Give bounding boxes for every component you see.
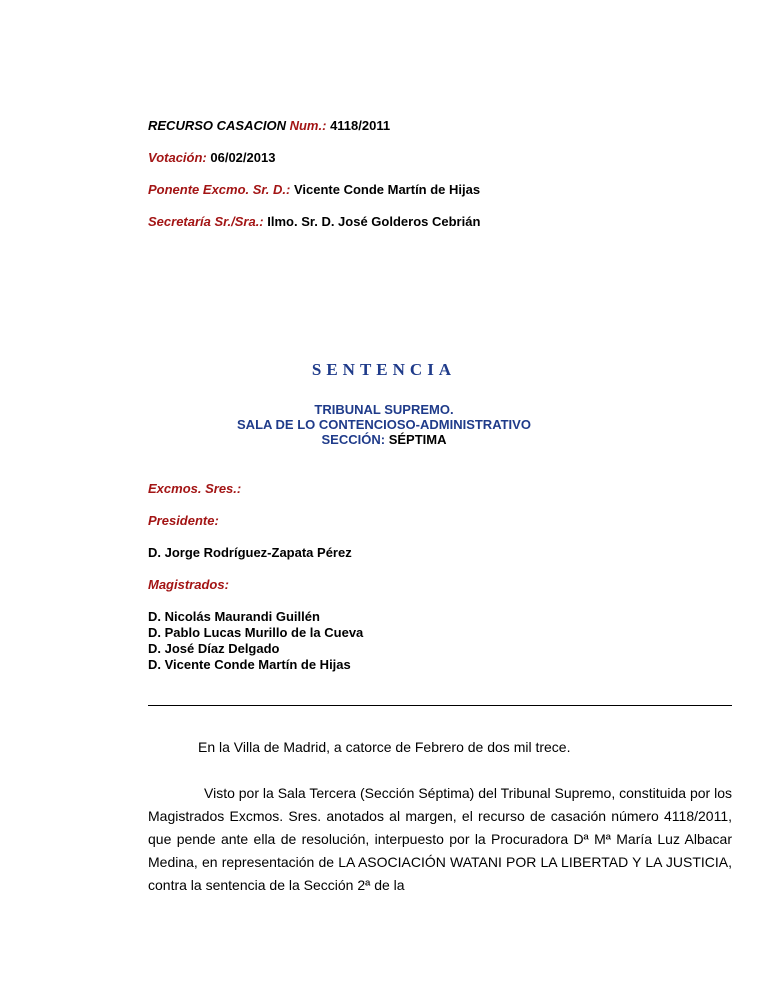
secretaria-value: Ilmo. Sr. D. José Golderos Cebrián [267,214,481,229]
num-value: 4118/2011 [330,118,391,133]
recurso-label: RECURSO CASACION [148,118,286,133]
ponente-line [148,182,480,197]
ponente-label: Ponente Excmo. Sr. D.: [148,182,291,197]
section-value: SÉPTIMA [388,432,447,447]
sentencia-title: SENTENCIA [311,360,457,379]
magistrado-item: D. Vicente Conde Martín de Hijas [148,657,351,672]
magistrado-item: D. Pablo Lucas Murillo de la Cueva [148,625,364,640]
magistrados-list [148,609,363,673]
presidente-label: Presidente: [148,513,219,528]
magistrado-item: D. Nicolás Maurandi Guillén [148,609,320,624]
section-label: SECCIÓN: [321,432,386,447]
votacion-label: Votación: [148,150,207,165]
recurso-line [148,118,390,133]
court-heading [0,402,768,447]
excmos-label: Excmos. Sres.: [148,481,242,496]
court-section [0,432,768,447]
magistrado-item: D. José Díaz Delgado [148,641,280,656]
court-line-1: TRIBUNAL SUPREMO. [314,402,454,417]
num-label: Num.: [289,118,327,133]
secretaria-label: Secretaría Sr./Sra.: [148,214,264,229]
separator-rule [148,705,732,706]
ponente-value: Vicente Conde Martín de Hijas [293,182,481,197]
intro-paragraph: En la Villa de Madrid, a catorce de Febrero de dos mil trece. [198,739,571,755]
secretaria-line [148,214,480,229]
court-line-2: SALA DE LO CONTENCIOSO-ADMINISTRATIVO [237,417,531,432]
votacion-value: 06/02/2013 [210,150,276,165]
votacion-line [148,150,275,165]
body-paragraph: Visto por la Sala Tercera (Sección Séptima) del Tribunal Supremo, constituida por los Magistrados Excmos. Sres. anotados al margen, el recurso de casación número 4118/2011, que pende ante ella de resolución, interpuesto por la Procuradora Dª Mª María Luz Albacar Medina, en representación de LA ASOCIACIÓN WATANI POR LA LIBERTAD Y LA JUSTICIA, contra la sentencia de la Sección 2ª de la [148,785,732,893]
magistrados-label: Magistrados: [148,577,229,592]
presidente-name: D. Jorge Rodríguez-Zapata Pérez [148,545,352,560]
